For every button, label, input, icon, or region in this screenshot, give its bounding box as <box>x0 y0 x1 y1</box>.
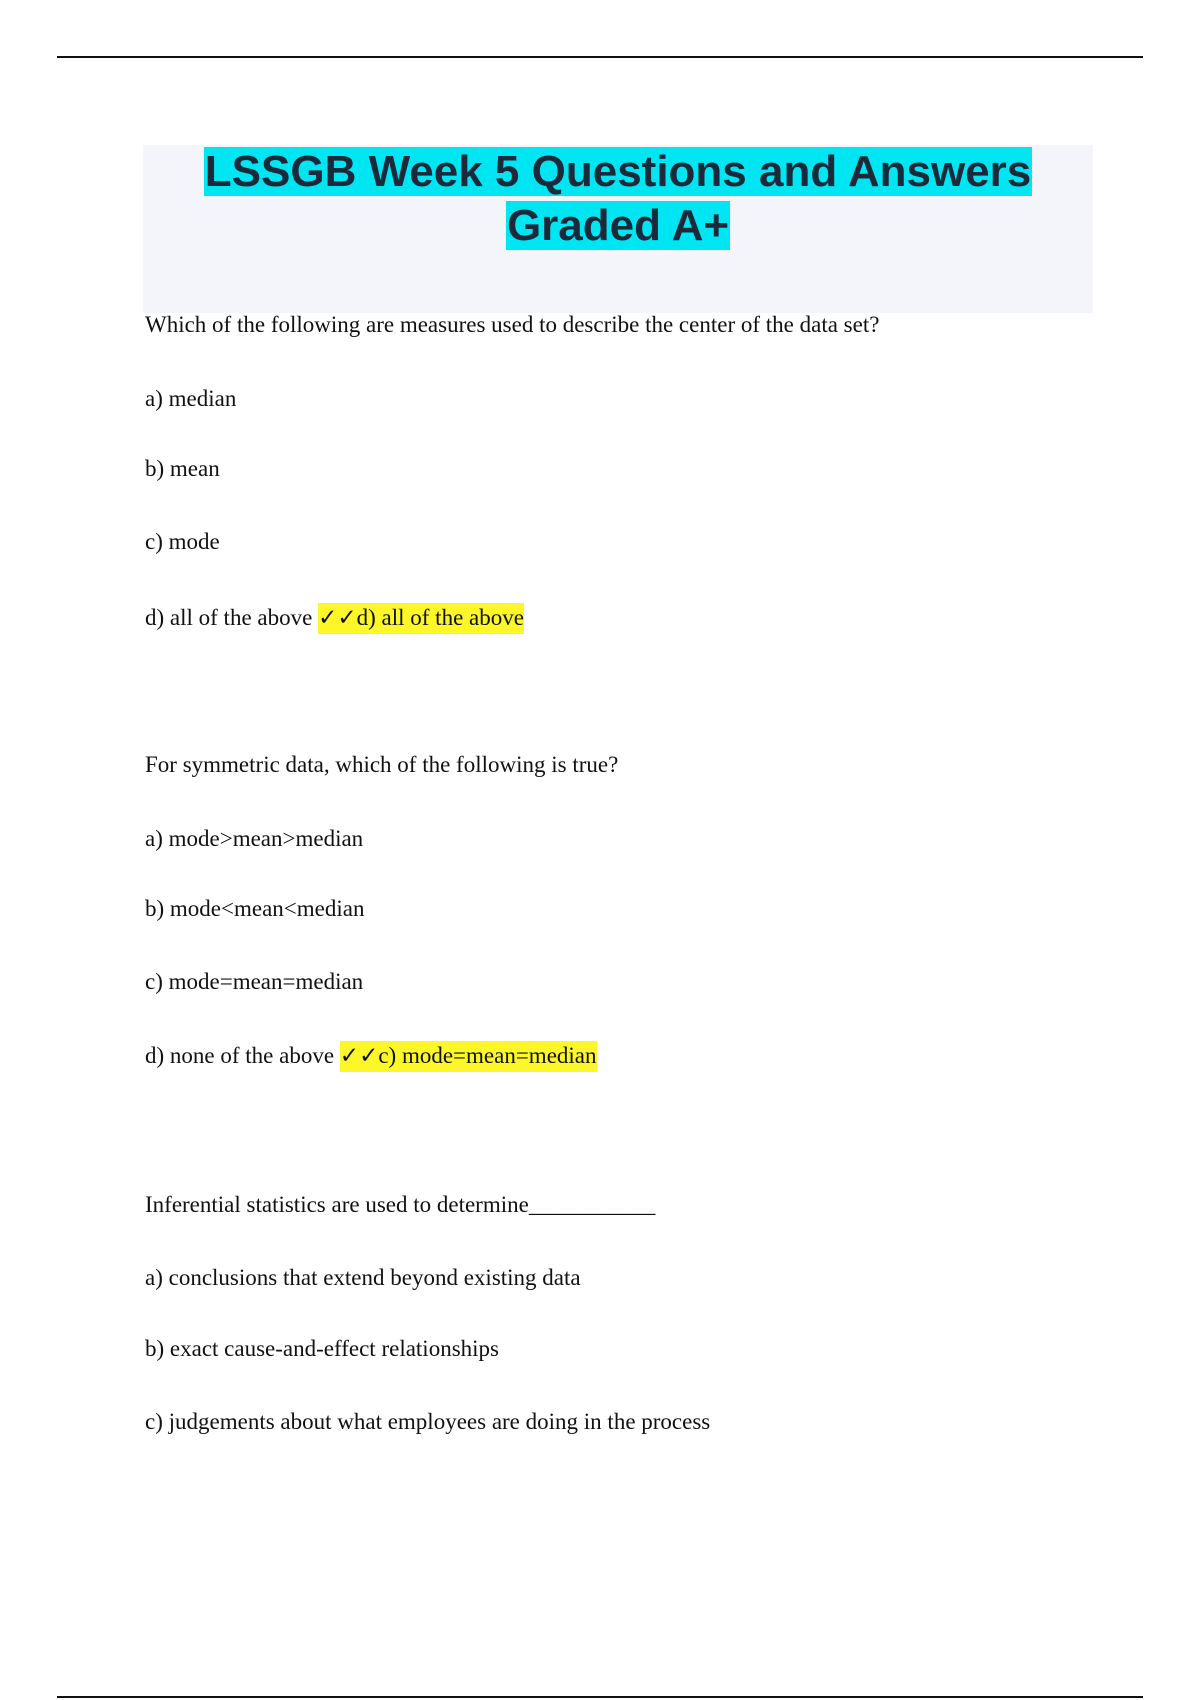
document-title-line-1: LSSGB Week 5 Questions and Answers <box>204 147 1032 196</box>
question-3-option-c: c) judgements about what employees are doing in the process <box>145 1409 711 1434</box>
question-2-option-d <box>145 1041 597 1071</box>
header-rule <box>57 56 1143 58</box>
question-1-option-c: c) mode <box>145 529 220 554</box>
question-2-option-a: a) mode>mean>median <box>145 826 364 851</box>
question-2-option-c: c) mode=mean=median <box>145 969 364 994</box>
footer-rule <box>57 1696 1143 1698</box>
question-1-option-a: a) median <box>145 386 237 411</box>
question-3-option-b: b) exact cause-and-effect relationships <box>145 1336 499 1361</box>
question-3-option-a: a) conclusions that extend beyond existing data <box>145 1265 581 1290</box>
answer-highlight: ✓✓d) all of the above <box>318 603 524 634</box>
document-title-line-2: Graded A+ <box>506 201 730 250</box>
option-text: d) none of the above <box>145 1043 340 1068</box>
question-1-option-d <box>145 603 524 633</box>
title-block <box>143 145 1093 313</box>
question-1-option-b: b) mean <box>145 456 220 481</box>
answer-highlight: ✓✓c) mode=mean=median <box>340 1041 597 1072</box>
question-1-prompt: Which of the following are measures used to describe the center of the data set? <box>145 312 880 337</box>
question-2-prompt: For symmetric data, which of the following is true? <box>145 752 619 777</box>
question-2-option-b: b) mode<mean<median <box>145 896 365 921</box>
question-3-prompt: Inferential statistics are used to determine___________ <box>145 1192 656 1217</box>
option-text: d) all of the above <box>145 605 319 630</box>
